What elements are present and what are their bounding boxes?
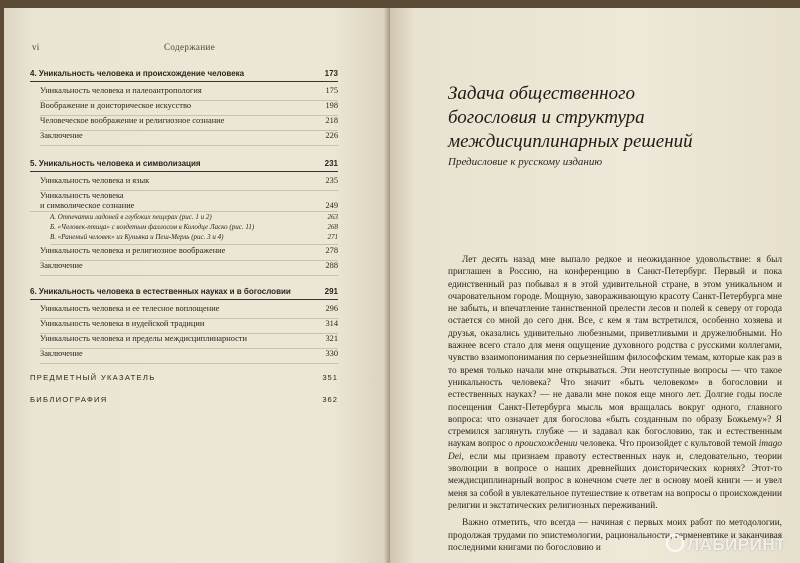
toc-subitem-title: В. «Раненый человек» из Куньяка и Пеш-Мерль (рис. 3 и 4) xyxy=(50,233,224,242)
toc-page-number: 351 xyxy=(322,373,338,383)
toc-item[interactable] xyxy=(40,320,338,334)
toc-page-number: 296 xyxy=(325,304,338,314)
toc-item-title: Уникальность человека и религиозное воображение xyxy=(40,246,226,256)
toc-item[interactable] xyxy=(40,177,338,191)
toc-subitem[interactable] xyxy=(50,224,338,233)
toc-chapter[interactable] xyxy=(30,70,338,82)
toc-page-number: 314 xyxy=(325,319,338,329)
chapter-title-line: междисциплинарных решений xyxy=(448,131,693,152)
toc-page-number: 218 xyxy=(325,116,338,125)
toc-page-number: 291 xyxy=(324,287,338,297)
toc-item[interactable] xyxy=(40,335,338,349)
emphasis: происхождении xyxy=(514,439,578,450)
toc-item-title: Уникальность человека и пределы междисциплинарности xyxy=(40,334,247,344)
toc-back-title: БИБЛИОГРАФИЯ xyxy=(30,395,108,404)
toc-chapter[interactable] xyxy=(30,160,338,172)
chapter-title xyxy=(448,82,788,154)
toc-chapter-title: 4. Уникальность человека и происхождение человека xyxy=(30,69,245,78)
paragraph xyxy=(448,254,782,512)
toc-page-number: 321 xyxy=(325,334,338,344)
text-run: , если мы признаем правоту естественных наук и, следовательно, теории эволюции в вопросе о наших древнейших доисторических корнях? Этот-то междисциплинарный вопрос в конечном счете лег в основу моей книги — и увел меня за собой в увлекательное путешествие к ответам на вопросы о происхождении религии и экстатических религиозных переживаний. xyxy=(448,451,782,511)
toc-item-title: Уникальность человека и палеоантропология xyxy=(40,86,202,95)
chapter-subtitle: Предисловие к русскому изданию xyxy=(448,156,603,168)
toc-item[interactable] xyxy=(40,102,338,116)
toc-item[interactable] xyxy=(40,350,338,364)
toc-chapter-title: 6. Уникальность человека в естественных науках и в богословии xyxy=(30,287,291,297)
toc-item-title: Заключение xyxy=(40,349,83,359)
toc-item-title: Человеческое воображение и религиозное сознание xyxy=(40,116,225,125)
toc-item[interactable] xyxy=(40,247,338,261)
toc-page-number: 268 xyxy=(327,223,338,232)
text-run: человека. Что произойдет с культовой темой xyxy=(577,439,759,450)
toc-subitem[interactable] xyxy=(50,234,338,245)
paragraph: Важно отметить, что всегда — начиная с первых моих работ по методологии, продолжая трудами по эпистемологии, рациональности, герменевтике и заканчивая последними книгами по богословию и xyxy=(448,518,782,553)
text-run: Лет десять назад мне выпало редкое и неожиданное удовольствие: я был приглашен в Россию, на конференцию в Санкт-Петербург. Первый и пока единственный раз побывал я в этой удивительной стране, в этом уникальном и очаровательном городе. Мощную, завораживающую красоту Санкт-Петербурга мне не забыть, и впечатление таинственной прелести лесов и полей к северу от города остается со мной до сего дня. Все, с кем я там встретился, особенно хозяева и друзья, оказались удивительно любезными, приветливыми и дружелюбными. Но важнее всего стало для меня ощущение духовного родства с русскими коллегами, чувство взаимопонимания по серьезнейшим философским темам, которые как раз в то время только начали мне открываться. Эти неотступные вопросы — что такое уникальность человека? Что значит «быть человеком» в богословии и естественных науках? — не давали мне покоя еще много лет. Долгие годы после посещения Санкт-Петербурга мысль моя вращалась вокруг одного, главного вопроса: что означает для богослова «быть созданным по образу Божьему»? Я стремился заглянуть глубже — и задавал как богословию, так и естественным наукам вопрос о xyxy=(448,255,782,450)
toc-page-number: 362 xyxy=(322,395,338,404)
toc-page-number: 330 xyxy=(325,349,338,359)
toc-item-title: Уникальность человека и язык xyxy=(40,176,150,185)
watermark-logo-icon xyxy=(666,534,684,552)
toc-page-number: 175 xyxy=(325,86,338,95)
watermark-text: ЛАБИРИНТ xyxy=(687,535,786,554)
chapter-title-line: богословия и структура xyxy=(448,107,645,128)
toc-page-number: 198 xyxy=(325,101,338,110)
toc-page-number: 226 xyxy=(325,131,338,140)
toc-chapter-title: 5. Уникальность человека и символизация xyxy=(30,159,201,168)
toc-section-6 xyxy=(30,288,338,364)
toc-back-title: ПРЕДМЕТНЫЙ УКАЗАТЕЛЬ xyxy=(30,373,156,383)
table-of-contents xyxy=(30,70,338,418)
right-page xyxy=(390,8,800,563)
toc-item-title: Заключение xyxy=(40,131,83,140)
toc-section-4 xyxy=(30,70,338,146)
emphasis: imago Dei xyxy=(448,439,783,462)
toc-item[interactable] xyxy=(40,132,338,146)
toc-item-title-line1: Уникальность человека xyxy=(40,191,124,200)
toc-subitem-title: A. Отпечатки ладоней в глубоких пещерах (рис. 1 и 2) xyxy=(50,213,212,222)
toc-item-title-line2: и символическое сознание xyxy=(40,201,135,210)
toc-page-number: 249 xyxy=(325,201,338,210)
left-page xyxy=(4,8,390,563)
toc-item[interactable] xyxy=(40,87,338,101)
toc-item-wrapped[interactable] xyxy=(30,192,338,212)
chapter-title-line: Задача общественного xyxy=(448,83,635,104)
toc-item-title: Уникальность человека и ее телесное воплощение xyxy=(40,304,220,314)
toc-bibliography[interactable] xyxy=(30,396,338,404)
toc-item[interactable] xyxy=(40,262,338,276)
toc-item[interactable] xyxy=(40,117,338,131)
toc-page-number: 235 xyxy=(325,176,338,185)
toc-section-5 xyxy=(30,160,338,276)
watermark xyxy=(666,534,786,555)
toc-page-number: 231 xyxy=(324,159,338,168)
body-text xyxy=(448,254,782,554)
toc-item-title: Заключение xyxy=(40,261,83,271)
toc-item[interactable] xyxy=(40,305,338,319)
running-head: Содержание xyxy=(164,42,216,52)
toc-chapter[interactable] xyxy=(30,288,338,300)
toc-page-number: 263 xyxy=(327,213,338,222)
toc-page-number: 288 xyxy=(325,261,338,271)
toc-item-title: Воображение и доисторическое искусство xyxy=(40,101,192,110)
toc-page-number: 173 xyxy=(324,69,338,78)
page-number: vi xyxy=(32,42,40,52)
toc-page-number: 271 xyxy=(327,233,338,242)
toc-subitem[interactable] xyxy=(50,214,338,223)
toc-item-title: Уникальность человека в иудейской традиции xyxy=(40,319,205,329)
toc-page-number: 278 xyxy=(325,246,338,256)
toc-index[interactable] xyxy=(30,374,338,382)
toc-subitem-title: Б. «Человек-птица» с воздетым фаллосом в Колодце Ласко (рис. 11) xyxy=(50,223,255,232)
